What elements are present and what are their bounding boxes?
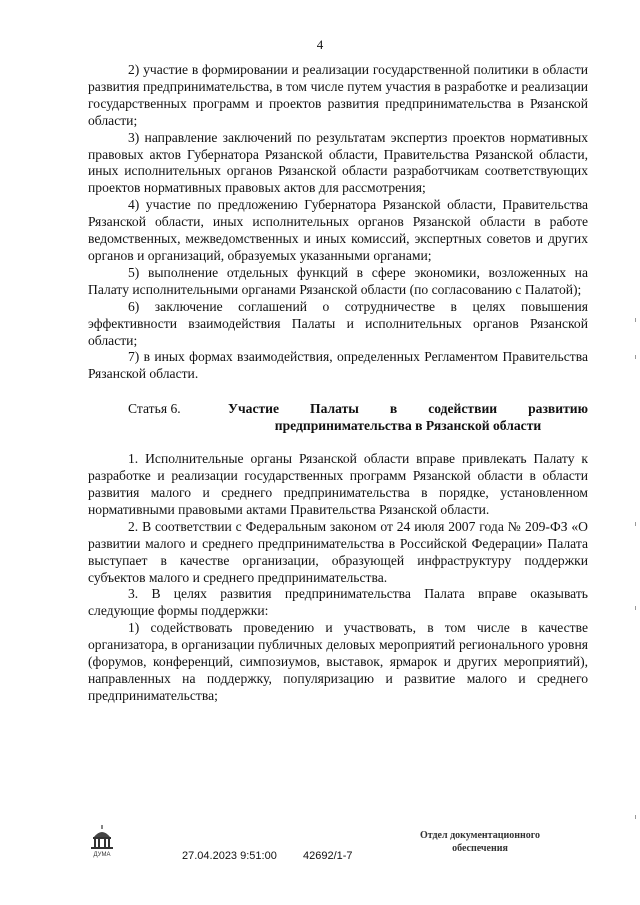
article-heading [88, 400, 588, 434]
footer-doc-number: 42692/1-7 [303, 850, 353, 862]
scan-edge-mark [635, 318, 636, 322]
article-title: Участие Палаты в содействии развитию предпринимательства в Рязанской области [228, 401, 588, 434]
scan-edge-mark [635, 355, 636, 359]
page-number: 4 [316, 37, 324, 52]
paragraph: 2. В соответствии с Федеральным законом от 24 июля 2007 года № 209-ФЗ «О развитии малого и среднего предпринимательства в Российской Федерации» Палата выступает в качестве организации, образующей инфраструктуру поддержки субъектов малого и среднего предпринимательства. [88, 518, 588, 585]
footer-datetime: 27.04.2023 9:51:00 [182, 850, 277, 862]
paragraph: 6) заключение соглашений о сотрудничестве в целях повышения эффективности взаимодействия Палаты и исполнительных органов Рязанской области; [88, 298, 588, 348]
scan-edge-mark [635, 522, 636, 526]
paragraph: 4) участие по предложению Губернатора Рязанской области, Правительства Рязанской области, иных исполнительных органов Рязанской области в работе ведомственных, межведомственных и иных комиссий, экспертных советов и других органов и организаций, образуемых указанными органами; [88, 197, 588, 263]
paragraph: 3) направление заключений по результатам экспертиз проектов нормативных правовых актов Губернатора Рязанской области, Правительства Рязанской области, иных исполнительных органов Рязанской области разработчикам соответствующих проектов нормативных правовых актов для рассмотрения; [88, 129, 588, 196]
scan-edge-mark [635, 606, 636, 610]
article-label: Статья 6. [128, 401, 181, 417]
department-stamp [380, 829, 580, 855]
document-body [88, 62, 588, 705]
paragraph: 2) участие в формировании и реализации государственной политики в области развития предпринимательства, в том числе путем участия в разработке и реализации государственных программ и проектов развития предпринимательства в Рязанской области; [88, 62, 588, 128]
scan-edge-mark [635, 815, 636, 819]
duma-logo-icon [86, 823, 118, 859]
paragraph: 1) содействовать проведению и участвовать, в том числе в качестве организатора, в организации публичных деловых мероприятий регионального уровня (форумов, конференций, симпозиумов, выставок, ярмарок и других мероприятий), направленных на поддержку, популяризацию и развитие малого и среднего предпринимательства; [88, 620, 588, 703]
paragraph: 3. В целях развития предпринимательства Палата вправе оказывать следующие формы поддержки: [88, 586, 588, 619]
stamp-line: Отдел документационного [419, 830, 541, 841]
paragraph: 1. Исполнительные органы Рязанской области вправе привлекать Палату к разработке и реализации государственных программ Рязанской области в области развития малого и среднего предпринимательства в порядке, установленном нормативными правовыми актами Правительства Рязанской области. [88, 451, 588, 517]
stamp-line: обеспечения [452, 843, 508, 854]
paragraph: 7) в иных формах взаимодействия, определенных Регламентом Правительства Рязанской области. [88, 349, 588, 382]
paragraph: 5) выполнение отдельных функций в сфере экономики, возложенных на Палату исполнительными органами Рязанской области (по согласованию с Палатой); [88, 264, 588, 297]
logo-text: ДУМА [93, 852, 111, 858]
